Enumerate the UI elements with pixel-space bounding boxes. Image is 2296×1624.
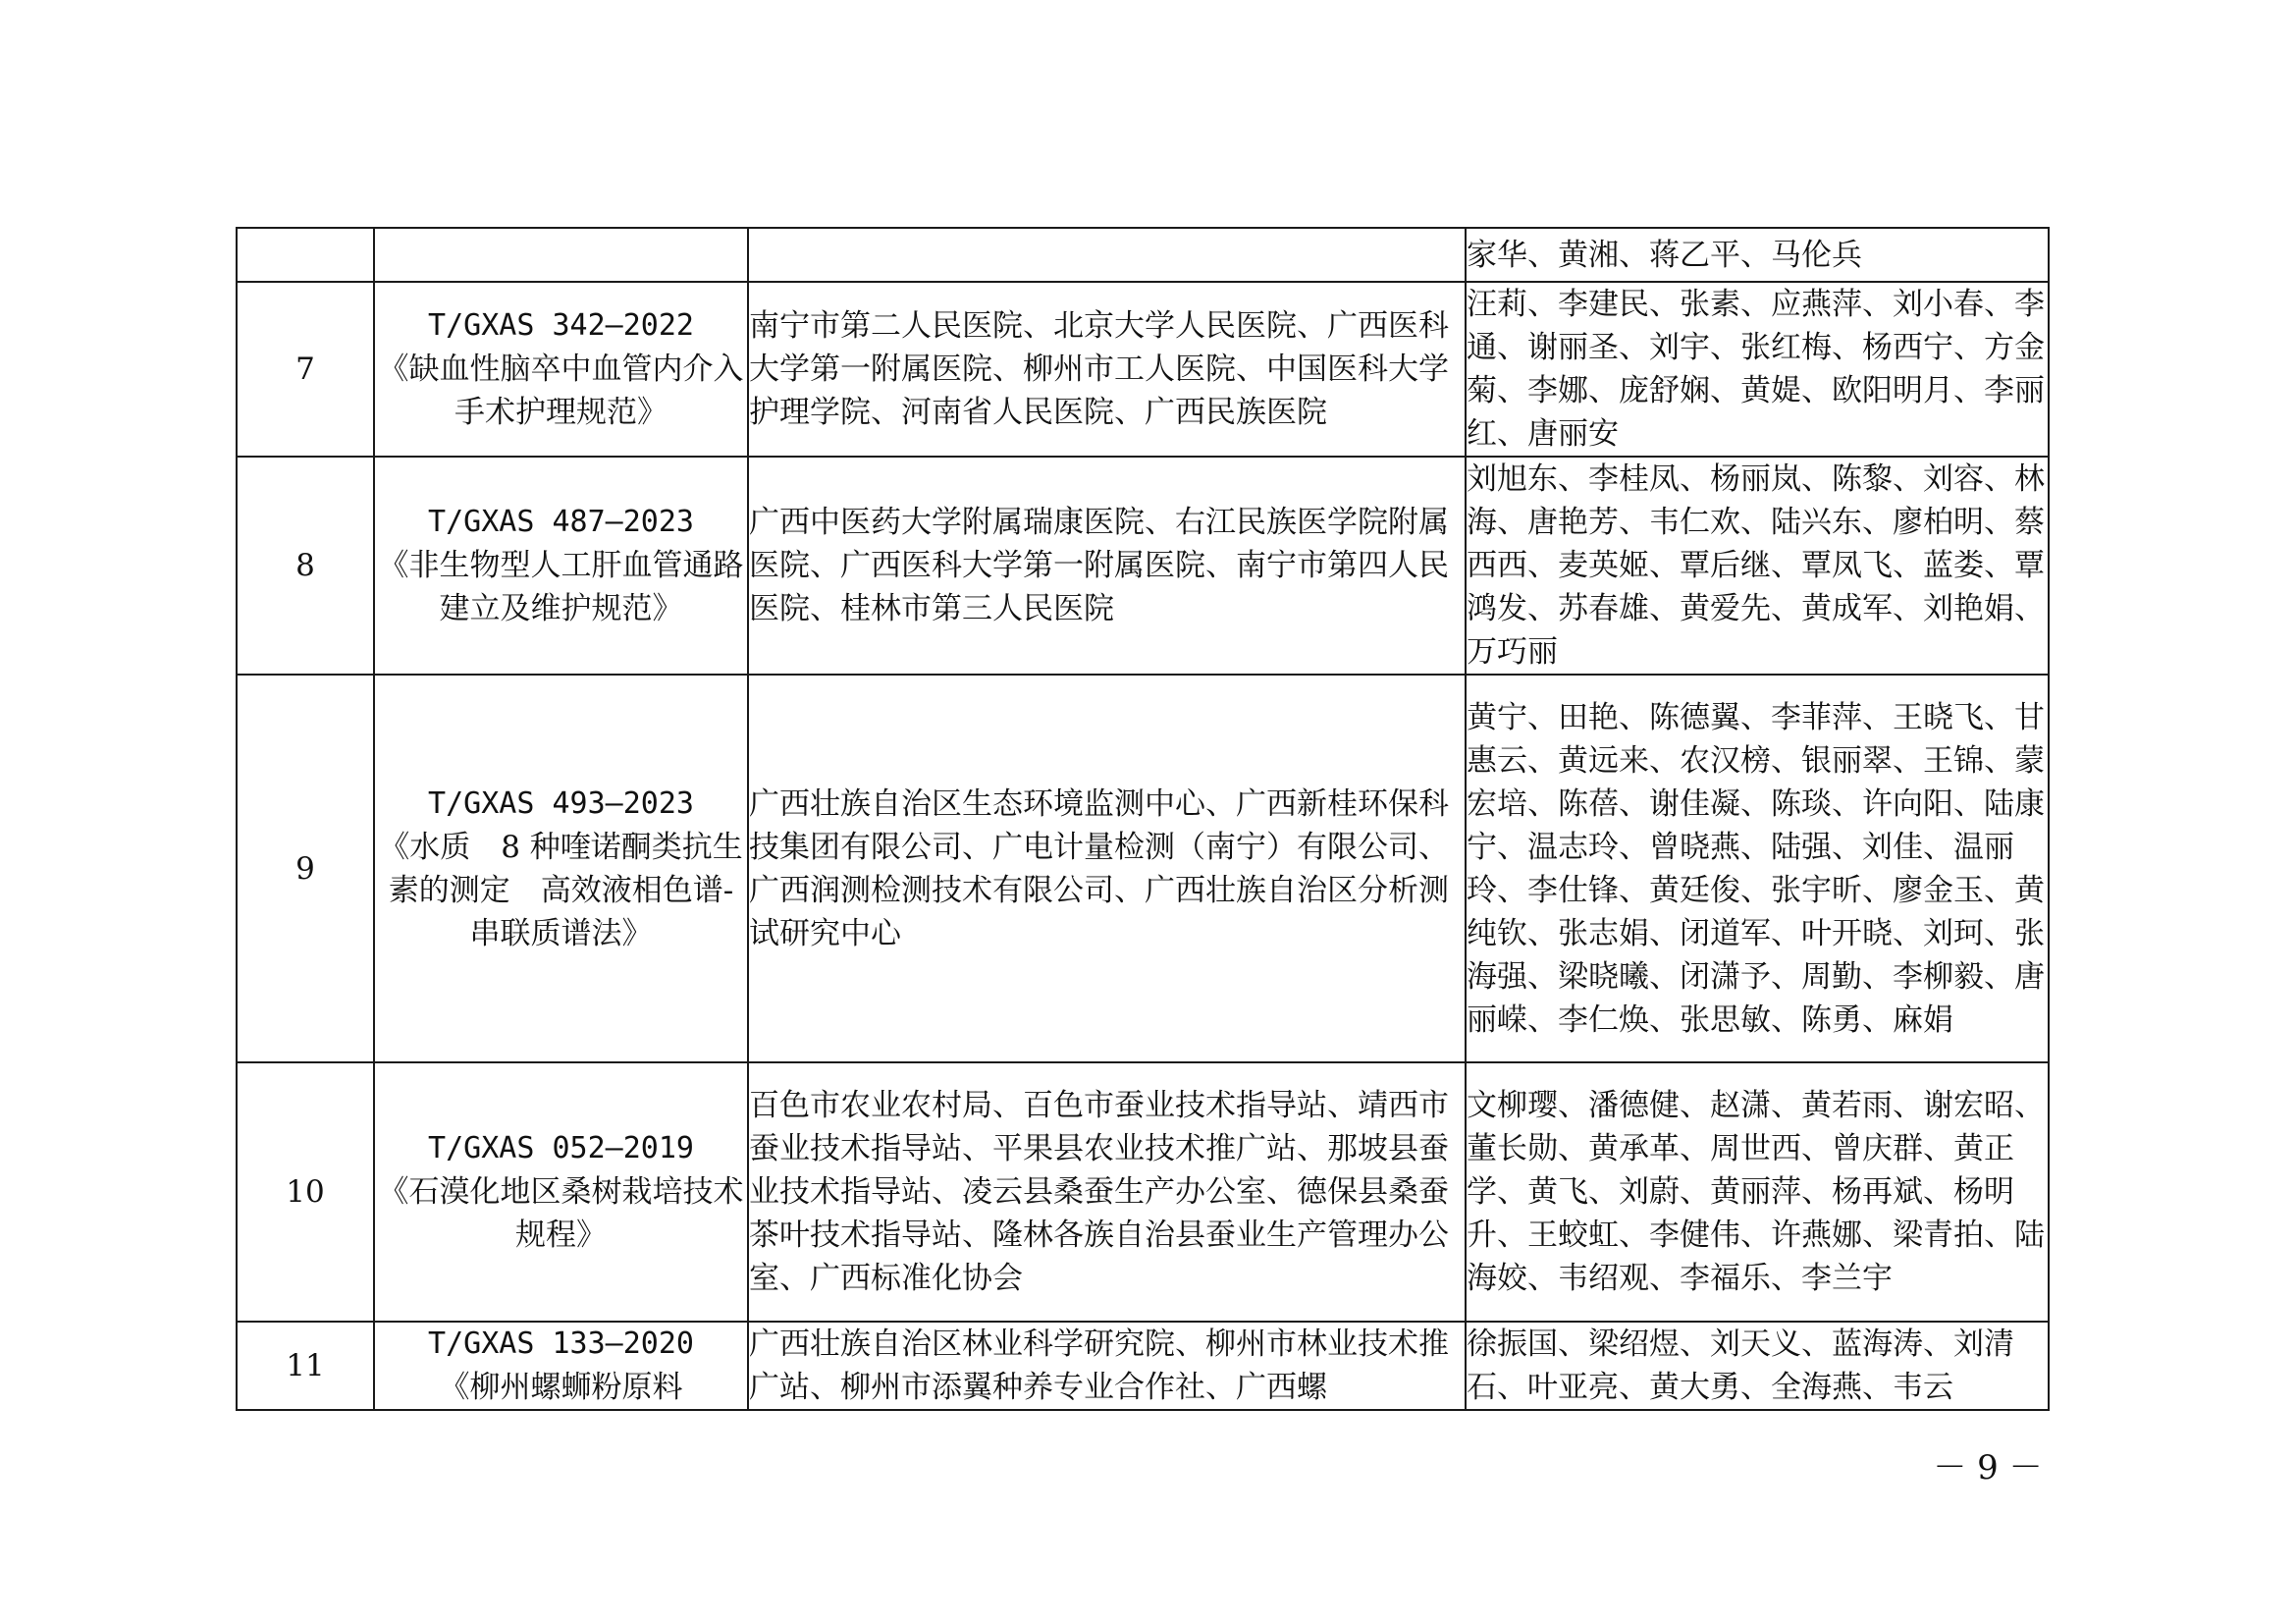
standard-code: T/GXAS 052—2019 — [428, 1131, 694, 1165]
table-row — [237, 1322, 2049, 1410]
drafting-units: 百色市农业农村局、百色市蚕业技术指导站、靖西市蚕业技术指导站、平果县农业技术推广站、那坡县蚕业技术指导站、凌云县桑蚕生产办公室、德保县桑蚕茶叶技术指导站、隆林各族自治县蚕业生产管理办公室、广西标准化协会 — [748, 1062, 1466, 1322]
standard-cell — [374, 1062, 748, 1322]
drafting-units: 南宁市第二人民医院、北京大学人民医院、广西医科大学第一附属医院、柳州市工人医院、中国医科大学护理学院、河南省人民医院、广西民族医院 — [748, 282, 1466, 457]
drafters: 黄宁、田艳、陈德翼、李菲萍、王晓飞、甘惠云、黄远来、农汉榜、银丽翠、王锦、蒙宏培、陈蓓、谢佳凝、陈琰、许向阳、陆康宁、温志玲、曾晓燕、陆强、刘佳、温丽玲、李仕锋、黄廷俊、张宇昕、廖金玉、黄纯钦、张志娟、闭道军、叶开晓、刘珂、张海强、梁晓曦、闭潇予、周勤、李柳毅、唐丽嵘、李仁焕、张思敏、陈勇、麻娟 — [1466, 675, 2049, 1062]
page-number: － 9 － — [1933, 1448, 2043, 1488]
drafting-units: 广西中医药大学附属瑞康医院、右江民族医学院附属医院、广西医科大学第一附属医院、南宁市第四人民医院、桂林市第三人民医院 — [748, 457, 1466, 675]
standard-code: T/GXAS 493—2023 — [428, 785, 694, 821]
row-number: 9 — [237, 675, 374, 1062]
row-number — [237, 228, 374, 282]
standard-cell — [374, 457, 748, 675]
drafters: 文柳璎、潘德健、赵潇、黄若雨、谢宏昭、董长勋、黄承革、周世西、曾庆群、黄正学、黄飞、刘蔚、黄丽萍、杨再斌、杨明升、王蛟虹、李健伟、许燕娜、梁青拍、陆海姣、韦绍观、李福乐、李兰宇 — [1466, 1062, 2049, 1322]
drafters: 刘旭东、李桂凤、杨丽岚、陈黎、刘容、林海、唐艳芳、韦仁欢、陆兴东、廖柏明、蔡西西、麦英姬、覃后继、覃凤飞、蓝娄、覃鸿发、苏春雄、黄爱先、黄成军、刘艳娟、万巧丽 — [1466, 457, 2049, 675]
standards-table — [236, 227, 2050, 1411]
drafters: 家华、黄湘、蒋乙平、马伦兵 — [1466, 228, 2049, 282]
standard-title: 《水质 8 种喹诺酮类抗生素的测定 高效液相色谱-串联质谱法》 — [379, 829, 743, 951]
drafting-units: 广西壮族自治区生态环境监测中心、广西新桂环保科技集团有限公司、广电计量检测（南宁）有限公司、广西润测检测技术有限公司、广西壮族自治区分析测试研究中心 — [748, 675, 1466, 1062]
standard-title: 《缺血性脑卒中血管内介入手术护理规范》 — [378, 352, 744, 430]
drafting-units — [748, 228, 1466, 282]
drafters: 汪莉、李建民、张素、应燕萍、刘小春、李通、谢丽圣、刘宇、张红梅、杨西宁、方金菊、李娜、庞舒娴、黄媞、欧阳明月、李丽红、唐丽安 — [1466, 282, 2049, 457]
row-number: 8 — [237, 457, 374, 675]
standard-code: T/GXAS 487—2023 — [428, 505, 694, 539]
standard-code: T/GXAS 342—2022 — [428, 308, 694, 343]
drafters: 徐振国、梁绍煜、刘天义、蓝海涛、刘清石、叶亚亮、黄大勇、全海燕、韦云 — [1466, 1322, 2049, 1410]
table-row — [237, 228, 2049, 282]
row-number: 10 — [237, 1062, 374, 1322]
standard-title: 《柳州螺蛳粉原料 — [439, 1370, 683, 1405]
standard-cell — [374, 282, 748, 457]
standard-title: 《石漠化地区桑树栽培技术规程》 — [378, 1174, 744, 1253]
row-number: 11 — [237, 1322, 374, 1410]
standard-cell — [374, 675, 748, 1062]
table-row — [237, 675, 2049, 1062]
standard-code: T/GXAS 133—2020 — [428, 1326, 694, 1361]
table-row — [237, 282, 2049, 457]
standard-title: 《非生物型人工肝血管通路建立及维护规范》 — [378, 548, 744, 626]
table-row — [237, 1062, 2049, 1322]
drafting-units: 广西壮族自治区林业科学研究院、柳州市林业技术推广站、柳州市添翼种养专业合作社、广西螺 — [748, 1322, 1466, 1410]
standard-cell — [374, 228, 748, 282]
table-row — [237, 457, 2049, 675]
standard-cell — [374, 1322, 748, 1410]
row-number: 7 — [237, 282, 374, 457]
